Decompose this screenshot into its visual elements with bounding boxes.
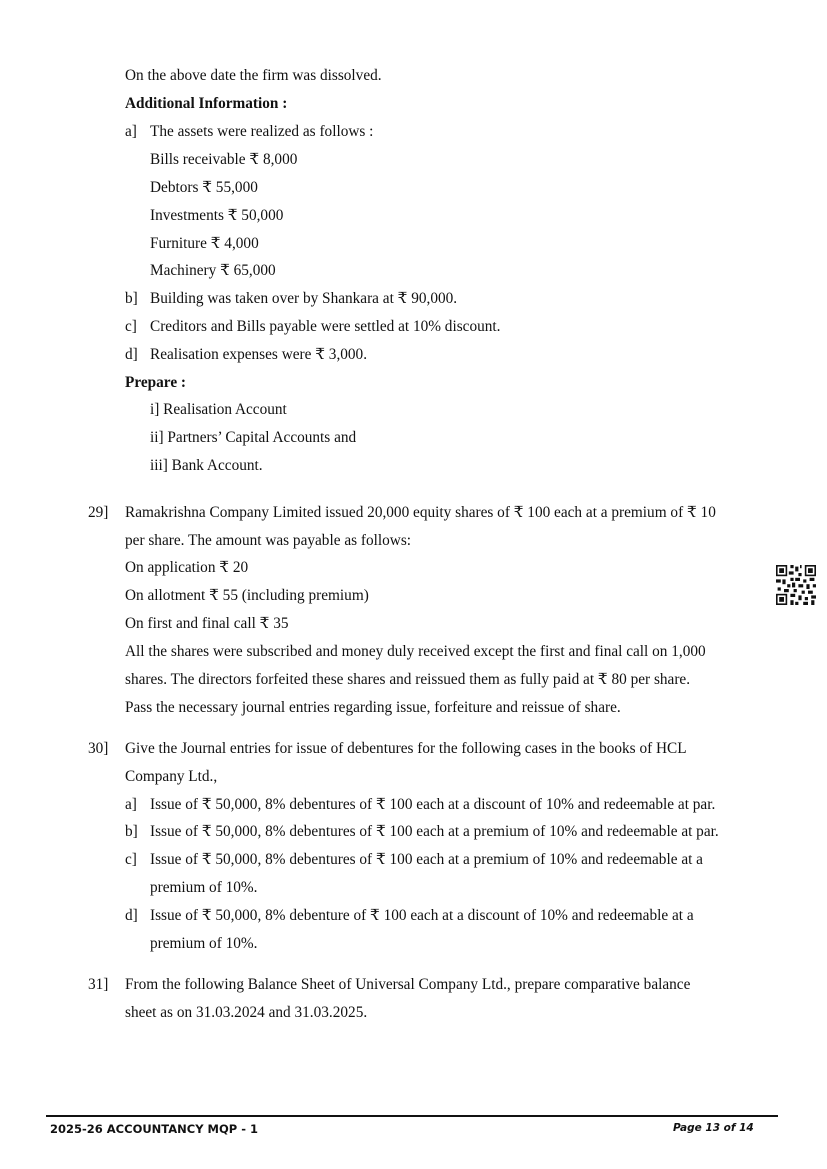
question-text: Pass the necessary journal entries regarding issue, forfeiture and reissue of share. — [125, 699, 621, 716]
case-text: Issue of ₹ 50,000, 8% debentures of ₹ 100 each at a premium of 10% and redeemable at a — [150, 851, 703, 868]
asset-line: Bills receivable ₹ 8,000 — [150, 151, 298, 168]
asset-line: Debtors ₹ 55,000 — [150, 179, 258, 196]
prepare-item: ii] Partners’ Capital Accounts and — [150, 429, 357, 446]
case-label: d] — [125, 907, 138, 924]
prepare-heading: Prepare : — [125, 374, 187, 391]
case-text: Issue of ₹ 50,000, 8% debenture of ₹ 100 each at a discount of 10% and redeemable at a — [150, 907, 694, 924]
footer-divider — [46, 1115, 778, 1117]
info-item-text: Creditors and Bills payable were settled at 10% discount. — [150, 318, 501, 335]
question-text: Ramakrishna Company Limited issued 20,000 equity shares of ₹ 100 each at a premium of ₹ 10 — [125, 504, 716, 521]
prepare-item: iii] Bank Account. — [150, 457, 263, 474]
info-item-label: a] — [125, 123, 137, 140]
question-number: 31] — [88, 976, 109, 993]
case-text-continued: premium of 10%. — [150, 935, 258, 952]
question-text: per share. The amount was payable as follows: — [125, 532, 412, 549]
question-text: shares. The directors forfeited these shares and reissued them as fully paid at ₹ 80 per share. — [125, 671, 691, 688]
info-item-label: c] — [125, 318, 137, 335]
question-text: Company Ltd., — [125, 768, 218, 785]
question-text: sheet as on 31.03.2024 and 31.03.2025. — [125, 1004, 368, 1021]
info-item-label: b] — [125, 290, 138, 307]
question-text: On allotment ₹ 55 (including premium) — [125, 587, 369, 604]
info-item-text: Realisation expenses were ₹ 3,000. — [150, 346, 368, 363]
question-text: On application ₹ 20 — [125, 559, 249, 576]
asset-line: Furniture ₹ 4,000 — [150, 235, 259, 252]
case-label: b] — [125, 823, 138, 840]
footer-exam-title: 2025-26 ACCOUNTANCY MQP - 1 — [50, 1122, 258, 1136]
case-text: Issue of ₹ 50,000, 8% debentures of ₹ 100 each at a discount of 10% and redeemable at par. — [150, 796, 716, 813]
prepare-item: i] Realisation Account — [150, 401, 287, 418]
question-number: 30] — [88, 740, 109, 757]
question-text: Give the Journal entries for issue of debentures for the following cases in the books of HCL — [125, 740, 687, 757]
question-text: All the shares were subscribed and money duly received except the first and final call on 1,000 — [125, 643, 706, 660]
info-item-label: d] — [125, 346, 138, 363]
asset-line: Machinery ₹ 65,000 — [150, 262, 276, 279]
question-text: On first and final call ₹ 35 — [125, 615, 289, 632]
question-text: From the following Balance Sheet of Universal Company Ltd., prepare comparative balance — [125, 976, 691, 993]
case-text-continued: premium of 10%. — [150, 879, 258, 896]
question-number: 29] — [88, 504, 109, 521]
footer-page-number: Page 13 of 14 — [673, 1122, 754, 1134]
info-item-text: The assets were realized as follows : — [150, 123, 374, 140]
asset-line: Investments ₹ 50,000 — [150, 207, 284, 224]
additional-info-heading: Additional Information : — [125, 95, 288, 112]
info-item-text: Building was taken over by Shankara at ₹ 90,000. — [150, 290, 458, 307]
qr-code-icon — [776, 565, 816, 605]
case-label: c] — [125, 851, 137, 868]
case-text: Issue of ₹ 50,000, 8% debentures of ₹ 100 each at a premium of 10% and redeemable at par. — [150, 823, 719, 840]
dissolution-statement: On the above date the firm was dissolved. — [125, 67, 382, 84]
case-label: a] — [125, 796, 137, 813]
